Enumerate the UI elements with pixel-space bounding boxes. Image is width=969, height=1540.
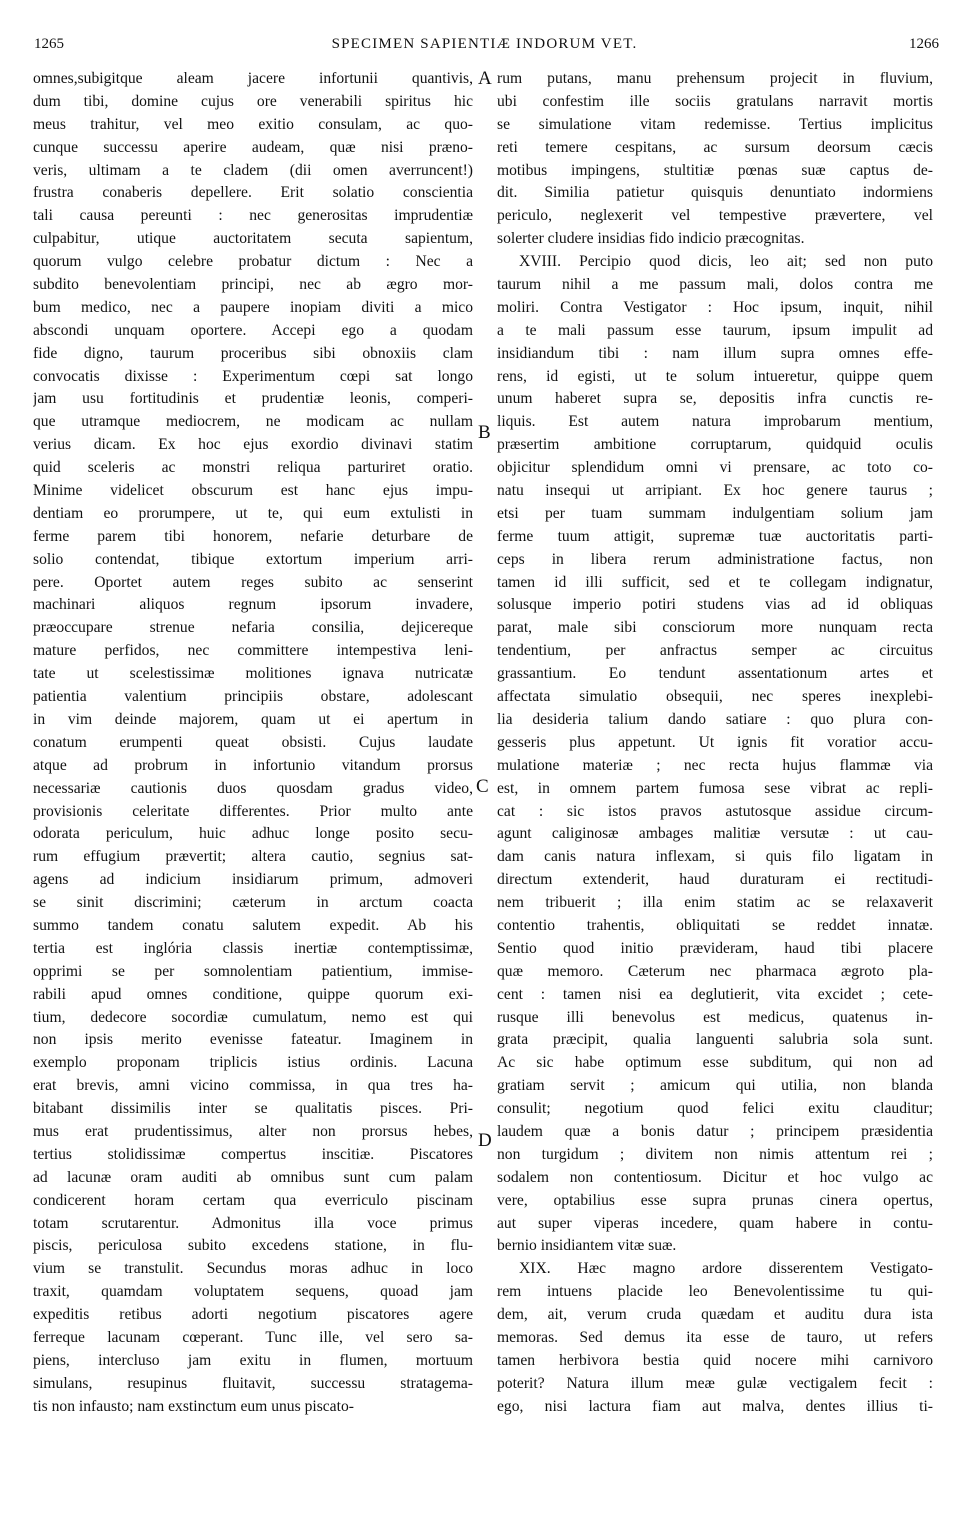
text-line: solusque imperio potiri studens vias ad id obliquas — [497, 596, 933, 614]
text-line: præsertim ambitione corruptarum, quidquid oculis — [497, 436, 933, 454]
text-line: mulatione materiæ ; nec recta hujus flammæ via — [497, 756, 933, 774]
text-line: tendentium, per anfractus semper ac circuitus — [497, 642, 933, 660]
text-line: non ipsis merito evenisse fateatur. Imaginem in — [33, 1031, 473, 1049]
text-line: liquis. Est autem natura improbarum mentium, — [497, 413, 933, 431]
text-line: tertius stolidissimæ compertus inscitiæ. Piscatores — [33, 1145, 473, 1163]
running-title: SPECIMEN SAPIENTIÆ INDORUM VET. — [331, 36, 638, 52]
text-line: nem tribuerit ; illa enim statim ac se relaxaverit — [497, 894, 933, 912]
text-line: rens, id egisti, ut te solum intueretur, quippe quem — [497, 367, 933, 385]
text-line: a te mali passum esse taurum, ipsum impulit ad — [497, 321, 933, 339]
text-line: quorum vulgo celebre probatur dictum : Nec a — [33, 253, 473, 271]
text-line: dam canis natura inflexam, si quis filo ligatam in — [497, 848, 933, 866]
text-line: sodalem non contentiosum. Dicitur et hoc vulgo ac — [497, 1168, 933, 1186]
text-line: taurum nihil a me passum mali, dolos contra me — [497, 276, 933, 294]
text-line: poterit? Natura illum meæ gulæ vectigalem fecit : — [497, 1374, 933, 1392]
text-line: verius dicam. Ex hoc ejus exordio divinavi statim — [33, 436, 473, 454]
text-line: conatum erumpenti queat obsisti. Cujus laudate — [33, 733, 473, 751]
text-line: patientia valentium principiis obstare, adolescant — [33, 688, 473, 706]
text-line: tis non infausto; nam exstinctum eum unus piscato- — [33, 1397, 354, 1415]
text-line: ego, nisi lactura fiam aut malva, dentes illius ti- — [497, 1397, 933, 1415]
text-line: reti temere cespitans, ac sursum deorsum cæcis — [497, 138, 933, 156]
text-line: laudem quæ a bonis datur ; principem præsidentia — [497, 1122, 933, 1140]
text-line: rusque illi benevolus est medicus, quatenus in- — [497, 1008, 933, 1026]
text-line: summo tandem conatu salutem expedit. Ab his — [33, 916, 473, 934]
text-line: insidiandum tibi : nam illum supra omnes effe- — [497, 344, 933, 362]
text-line: exemplo proponam triplicis istius ordinis. Lacuna — [33, 1054, 473, 1072]
text-line: abscondi unquam oportere. Accepi ego a quodam — [33, 321, 473, 339]
left-column — [33, 68, 473, 1419]
text-line: expeditis retibus adorti negotium piscatores agere — [33, 1306, 473, 1324]
text-line: tamen herbivora bestia quid nocere mihi carnivoro — [497, 1351, 933, 1369]
text-line: erat brevis, amni vicino commissa, in qua tres ha- — [33, 1077, 473, 1095]
text-line: dit. Similia patietur quisquis denuntiato indormiens — [497, 184, 933, 202]
right-column — [497, 68, 933, 1419]
text-line: ubi confestim ille sociis gratulans narravit mortis — [497, 92, 933, 110]
text-line: directum extenderit, haud duraturam ei rectitudi- — [497, 871, 933, 889]
text-line: consulit; negotium quod felici exitu clauditur; — [497, 1100, 933, 1118]
text-line: contentio trahentis, obliquitati se reddet innatæ. — [497, 916, 933, 934]
text-line: veris, ultimam a te cladem (dii omen averruncent!) — [33, 161, 473, 179]
text-line: cent : tamen nisi ea deglutierit, vita excidet ; cete- — [497, 985, 933, 1003]
text-line: necessariæ cautionis duos quosdam gradus video, — [33, 779, 473, 797]
text-line: opprimi se per somnolentiam patientium, immise- — [33, 962, 473, 980]
text-line: cunque successu aperire audeam, quæ nisi præno- — [33, 138, 473, 156]
text-line: moliri. Contra Vestigator : Hoc ipsum, inquit, nihil — [497, 298, 933, 316]
text-line: rum effugium prævertit; altera cautio, segnius sat- — [33, 848, 473, 866]
text-line: provisionis celeritate differentes. Prior multo ante — [33, 802, 473, 820]
text-line: tium, dedecore socordiæ cumulatum, nemo est qui — [33, 1008, 473, 1026]
text-line: XVIII. Percipio quod dicis, leo ait; sed non puto — [519, 253, 933, 271]
text-line: mature perfidos, nec committere intempestiva leni- — [33, 642, 473, 660]
text-line: solio contendat, tibique extortum imperium arri- — [33, 550, 473, 568]
text-line: quid sceleris ac monstri reliqua parturiret oratio. — [33, 459, 473, 477]
text-line: ferme tuum attigit, supremæ tuæ auctoritatis parti- — [497, 527, 933, 545]
text-line: XIX. Hæc magno ardore disserentem Vestigato- — [519, 1260, 933, 1278]
text-line: agens ad indicium insidiarum primum, admoveri — [33, 871, 473, 889]
text-line: tamen id illi sufficit, sed et te collegam indignatur, — [497, 573, 933, 591]
text-line: omnes,subigitque aleam jacere infortunii quantivis, — [33, 70, 473, 87]
text-line: vium se transtulit. Secundus moras adhuc in loco — [33, 1260, 473, 1278]
text-line: bum medico, nec a paupere inopiam diviti a mico — [33, 298, 473, 316]
page-number-left: 1265 — [34, 36, 64, 52]
text-line: ferme parem tibi honorem, nefarie deturbare de — [33, 527, 473, 545]
text-line: rem intuens placide leo Benevolentissime tu qui- — [497, 1283, 933, 1301]
text-line: frustra conaberis depellere. Erit solatio conscientia — [33, 184, 473, 202]
text-line: condicerent horam certam qua everriculo piscinam — [33, 1191, 473, 1209]
text-line: grassantium. Eo tendunt assentationum artes et — [497, 665, 933, 683]
text-line: tali causa pereunti : nec generositas imprudentiæ — [33, 207, 473, 225]
text-line: rum putans, manu prehensum projecit in fluvium, — [497, 70, 933, 87]
text-line: memoras. Sed demus ita esse de tauro, ut refers — [497, 1328, 933, 1346]
text-line: etsi per tuam summam indulgentiam solium jam — [497, 504, 933, 522]
text-line: dentiam eo prorumpere, ut te, qui eum extulisti in — [33, 504, 473, 522]
text-line: grata præcipit, qualia languenti salubria sola sunt. — [497, 1031, 933, 1049]
text-line: ad lacunæ oram auditi ab omnibus sunt cum palam — [33, 1168, 473, 1186]
section-marker-a: A — [478, 68, 492, 89]
text-line: vere, optabilius esse supra prunas cinera opertus, — [497, 1191, 933, 1209]
text-line: mus erat prudentissimus, alter non prorsus hebes, — [33, 1122, 473, 1140]
text-line: ceps in libera rerum administratione factus, non — [497, 550, 933, 568]
section-marker-d: D — [478, 1130, 492, 1151]
section-marker-b: B — [478, 422, 491, 443]
text-line: solerter cludere insidias fido indicio præcognitas. — [497, 230, 805, 248]
text-line: natu insequi ut arripiant. Ex hoc genere taurus ; — [497, 482, 933, 500]
text-line: tertia est inglória classis inertiæ contemptissimæ, — [33, 939, 473, 957]
text-line: agunt caliginosæ ambages malitiæ versutæ : ut cau- — [497, 825, 933, 843]
text-line: cat : sic istos pravos astutosque assidue circum- — [497, 802, 933, 820]
text-line: gratiam servit ; amicum qui utilia, non blanda — [497, 1077, 933, 1095]
text-line: est, in omnem partem fumosa sese vibrat ac repli- — [497, 779, 933, 797]
text-line: tate ut scelestissimæ molitiones ignava nutricatæ — [33, 665, 473, 683]
page-number-right: 1266 — [909, 36, 939, 52]
section-marker-c: C — [476, 776, 489, 797]
text-line: se sinit discrimini; cæterum in arctum coacta — [33, 894, 473, 912]
text-line: aut super viperas incedere, quam habere in contu- — [497, 1214, 933, 1232]
text-line: gesseris plus appetunt. Ut ignis fit voratior accu- — [497, 733, 933, 751]
text-line: parat, male sibi consciorum more nunquam recta — [497, 619, 933, 637]
text-line: bitabant dissimilis inter se qualitatis pisces. Pri- — [33, 1100, 473, 1118]
text-line: Ac sic habe optimum esse subditum, qui non ad — [497, 1054, 933, 1072]
text-line: dum tibi, domine cujus ore venerabili spiritus hic — [33, 92, 473, 110]
text-line: præoccupare strenue nefaria consilia, dejicereque — [33, 619, 473, 637]
text-line: odorata periculum, huic adhuc longe posito secu- — [33, 825, 473, 843]
text-line: totam scrutarentur. Admonitus illa voce primus — [33, 1214, 473, 1232]
text-line: atque ad probrum in infortunio vitandum prorsus — [33, 756, 473, 774]
text-line: simulans, resupinus fluitavit, successu stratagema- — [33, 1374, 473, 1392]
text-line: in vim deinde majorem, quam ut ei apertum in — [33, 710, 473, 728]
text-line: objicitur splendidum omni vi prensare, ac toto co- — [497, 459, 933, 477]
text-line: motibus impingens, stultitiæ pœnas suæ captus de- — [497, 161, 933, 179]
text-line: se simulatione vitam redemisse. Tertius implicitus — [497, 115, 933, 133]
text-line: traxit, quamdam voluptatem sequens, quoad jam — [33, 1283, 473, 1301]
text-line: convocatis dixisse : Experimentum cœpi sat longo — [33, 367, 473, 385]
text-line: subdito benevolentiam principi, nec ab ægro mor- — [33, 276, 473, 294]
text-line: meus trahitur, vel meo exitio consulam, ac quo- — [33, 115, 473, 133]
text-line: Sentio quod initio prævideram, haud tibi placere — [497, 939, 933, 957]
text-line: rabili apud omnes conditione, quippe quorum exi- — [33, 985, 473, 1003]
text-line: machinari aliquos regnum ipsorum invadere, — [33, 596, 473, 614]
text-line: Minime videlicet obscurum est hanc ejus impu- — [33, 482, 473, 500]
text-line: pere. Oportet autem reges subito ac senserint — [33, 573, 473, 591]
text-line: non turgidum ; divitem non nimis attentum rei ; — [497, 1145, 933, 1163]
text-line: affectata simulatio obsequii, nec speres inexplebi- — [497, 688, 933, 706]
text-line: dem, ait, verum cruda quædam et auditu dura ista — [497, 1306, 933, 1324]
text-line: piens, intercluso jam exitu in flumen, mortuum — [33, 1351, 473, 1369]
text-line: que utramque mediocrem, ne modicam ac nullam — [33, 413, 473, 431]
text-line: bernio insidiantem vitæ suæ. — [497, 1237, 677, 1255]
text-line: fide digno, taurum proceribus sibi obnoxiis clam — [33, 344, 473, 362]
text-line: unum haberet supra se, depositis infra cunctis re- — [497, 390, 933, 408]
text-line: periculo, neglexerit vel tempestive prævertere, vel — [497, 207, 933, 225]
text-line: quæ memoro. Cæterum nec pharmaca ægroto pla- — [497, 962, 933, 980]
text-line: ferreque lacunam cœperant. Tunc ille, vel sero sa- — [33, 1328, 473, 1346]
text-line: lia desideria talium dando satiare : quo plura con- — [497, 710, 933, 728]
running-header — [0, 36, 969, 58]
text-line: jam usu fortitudinis et prudentiæ leonis, comperi- — [33, 390, 473, 408]
text-line: piscis, periculosa subito excedens statione, in flu- — [33, 1237, 473, 1255]
text-line: culpabitur, utique auctoritatem secuta sapientum, — [33, 230, 473, 248]
